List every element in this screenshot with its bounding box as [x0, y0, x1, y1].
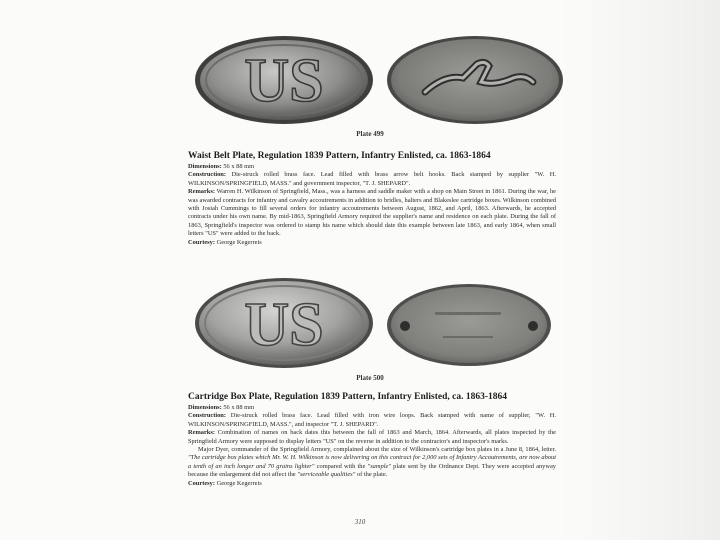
construction-paragraph	[188, 412, 556, 429]
plate-500-us-letters: US	[244, 291, 324, 359]
dimensions-line	[188, 163, 556, 171]
remarks-text: Combination of names on back dates this between the fall of 1863 and March, 1864. Afterwards, all plates inspected by the Springfield Armory were supposed to display letters "US" on the reverse in addition to the contractor's and inspector's marks.	[188, 429, 556, 445]
remarks-label: Remarks:	[188, 188, 215, 196]
construction-label: Construction:	[188, 412, 226, 420]
construction-paragraph	[188, 171, 556, 188]
remarks-continuation-d: of the plate.	[356, 471, 388, 479]
page-edge-shadow	[560, 0, 720, 540]
dimensions-label: Dimensions:	[188, 404, 222, 411]
courtesy-value: George Kegerreis	[216, 238, 262, 246]
construction-text: Die-struck rolled brass face. Lead filled with iron wire loops. Back stamped with name of supplier, "W. H. WILKINSON/SPRINGFIELD, MASS.", and inspector "T. J. SHEPARD".	[188, 412, 556, 428]
plate-500-caption: Plate 500	[356, 374, 384, 382]
plate-500-description	[188, 392, 556, 488]
entry-title: Cartridge Box Plate, Regulation 1839 Pattern, Infantry Enlisted, ca. 1863-1864	[188, 392, 508, 402]
entry-title: Waist Belt Plate, Regulation 1839 Pattern, Infantry Enlisted, ca. 1863-1864	[188, 151, 491, 161]
dimensions-line	[188, 404, 556, 412]
courtesy-line	[188, 239, 556, 247]
remarks-paragraph	[188, 429, 556, 446]
plate-499-front-photo	[193, 34, 375, 126]
remarks-paragraph	[188, 188, 556, 238]
dimensions-value: 56 x 88 mm	[223, 163, 255, 170]
construction-label: Construction:	[188, 171, 226, 179]
remarks-label: Remarks:	[188, 429, 215, 437]
construction-text: Die-struck rolled brass face. Lead filled with brass arrow belt hooks. Back stamped by supplier "W. H. WILKINSON/SPRINGFIELD, MASS." and government inspector, "T. J. SHEPARD".	[188, 171, 556, 187]
remarks-continuation-a: Major Dyer, commander of the Springfield Armory, complained about the size of Wilkinson's cartridge box plates in a June 8, 1864, letter.	[198, 446, 556, 454]
courtesy-label: Courtesy:	[188, 238, 215, 246]
dimensions-label: Dimensions:	[188, 163, 222, 170]
plate-499-back-photo	[385, 34, 565, 126]
plate-500-front-photo	[193, 276, 375, 370]
plate-499-description	[188, 151, 556, 247]
plate-499-us-letters: US	[244, 47, 324, 115]
dyer-letter-quote: "The cartridge box plates which Mr. W. H. Wilkinson is now delivering on this contract for 2,000 sets of Infantry Accoutrements, are now about a tenth of an inch longer and 70 grains lighter"	[188, 454, 556, 470]
plate-500-back-photo	[385, 282, 553, 368]
remarks-continuation-c: plate sent by the Ordnance Dept. They were accepted anyway because the enlargement did not affect the	[188, 462, 557, 479]
remarks-text: Warren H. Wilkinson of Springfield, Mass., was a harness and saddle maker with a shop on Main Street in 1861. During the war, he was awarded contracts for infantry and cavalry accoutrements in addition to bridles, halters and Blakeslee cartridge boxes. Wilkinson combined with Josiah Cummings to fill several orders for infantry accoutrements between August, 1862, and April, 1863. Afterwards, he accepted contracts under his own name. By mid-1863, Springfield Armory required the supplier's name and residence on each plate. During the fall of 1863, Springfield's inspector was ordered to stamp his name which should date this example between late 1863, and early 1864, when small letters "US" were added to the back.	[188, 188, 556, 238]
dimensions-value: 56 x 88 mm	[223, 404, 255, 411]
remarks-continuation-paragraph	[188, 446, 556, 480]
remarks-continuation-b: compared with the	[316, 462, 366, 470]
page-number: 310	[354, 518, 366, 526]
courtesy-line	[188, 480, 556, 488]
serviceable-quote: "serviceable qualities"	[297, 471, 356, 479]
plate-499-caption: Plate 499	[356, 130, 384, 138]
sample-quote: "sample"	[367, 462, 391, 470]
courtesy-value: George Kegerreis	[216, 479, 262, 487]
courtesy-label: Courtesy:	[188, 479, 215, 487]
